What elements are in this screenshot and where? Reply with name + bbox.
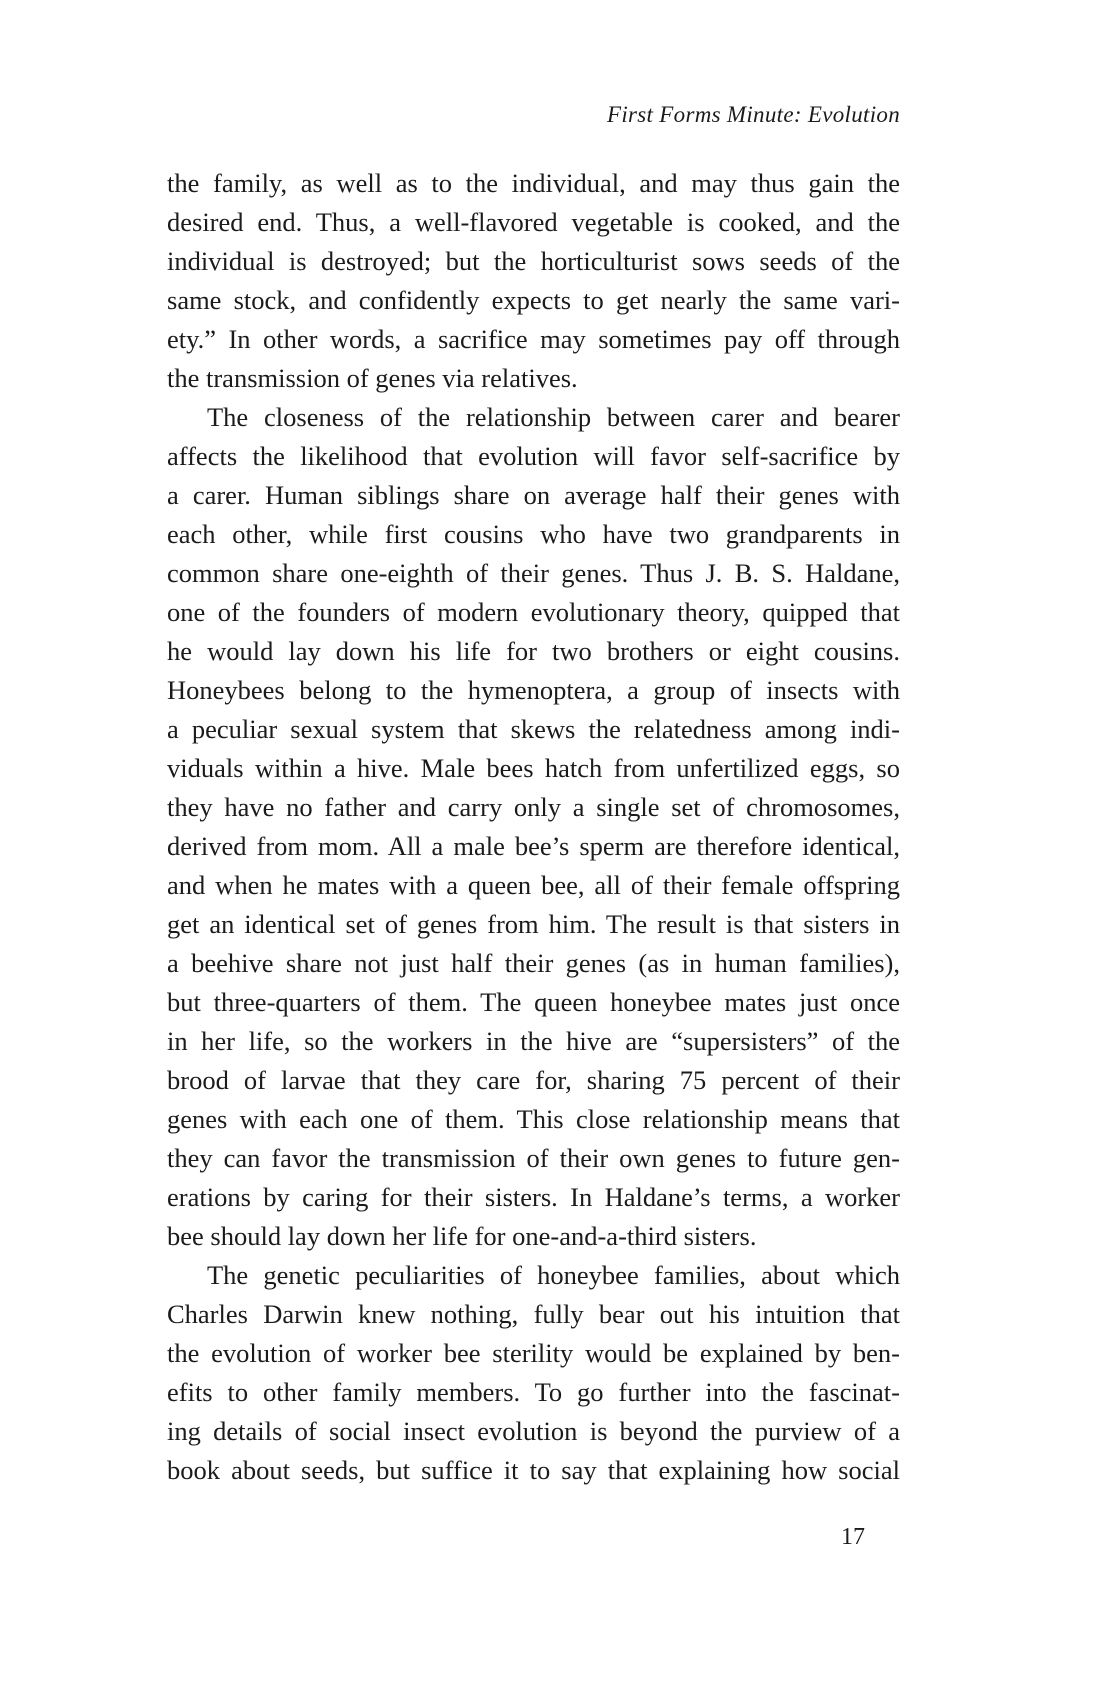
text-line: brood of larvae that they care for, sharing 75 percent of their — [167, 1065, 900, 1095]
text-line: he would lay down his life for two brothers or eight cousins. — [167, 636, 900, 666]
text-line: affects the likelihood that evolution will favor self-sacrifice by — [167, 441, 900, 471]
text-line: they can favor the transmission of their own genes to future gen- — [167, 1143, 900, 1173]
text-line: The genetic peculiarities of honeybee families, about which — [207, 1260, 900, 1290]
paragraph-2 — [167, 398, 900, 1256]
text-line: derived from mom. All a male bee’s sperm are therefore identical, — [167, 831, 900, 861]
text-line: and when he mates with a queen bee, all of their female offspring — [167, 870, 900, 900]
page-number: 17 — [841, 1524, 865, 1550]
text-line: ety.” In other words, a sacrifice may sometimes pay off through — [167, 324, 900, 354]
paragraph-1 — [167, 164, 900, 398]
text-line: a carer. Human siblings share on average half their genes with — [167, 480, 900, 510]
text-line: same stock, and confidently expects to get nearly the same vari- — [167, 285, 900, 315]
text-line: bee should lay down her life for one-and-a-third sisters. — [167, 1221, 757, 1251]
text-line: erations by caring for their sisters. In Haldane’s terms, a worker — [167, 1182, 900, 1212]
text-line: one of the founders of modern evolutionary theory, quipped that — [167, 597, 900, 627]
text-line: get an identical set of genes from him. The result is that sisters in — [167, 909, 900, 939]
text-line: a beehive share not just half their genes (as in human families), — [167, 948, 900, 978]
text-line: a peculiar sexual system that skews the relatedness among indi- — [167, 714, 900, 744]
text-line: book about seeds, but suffice it to say that explaining how social — [167, 1455, 900, 1485]
text-line: The closeness of the relationship between carer and bearer — [207, 402, 900, 432]
text-line: they have no father and carry only a single set of chromosomes, — [167, 792, 900, 822]
text-line: common share one-eighth of their genes. Thus J. B. S. Haldane, — [167, 558, 900, 588]
text-line: Charles Darwin knew nothing, fully bear out his intuition that — [167, 1299, 900, 1329]
text-line: each other, while first cousins who have two grandparents in — [167, 519, 900, 549]
text-line: efits to other family members. To go further into the fascinat- — [167, 1377, 900, 1407]
text-line: ing details of social insect evolution is beyond the purview of a — [167, 1416, 900, 1446]
text-line: viduals within a hive. Male bees hatch from unfertilized eggs, so — [167, 753, 900, 783]
text-line: desired end. Thus, a well-flavored vegetable is cooked, and the — [167, 207, 900, 237]
paragraph-3 — [167, 1256, 900, 1490]
text-line: genes with each one of them. This close relationship means that — [167, 1104, 900, 1134]
text-line: Honeybees belong to the hymenoptera, a group of insects with — [167, 675, 900, 705]
text-line: in her life, so the workers in the hive are “supersisters” of the — [167, 1026, 900, 1056]
text-line: but three-quarters of them. The queen honeybee mates just once — [167, 987, 900, 1017]
body-text — [167, 164, 900, 1490]
text-line: the evolution of worker bee sterility would be explained by ben- — [167, 1338, 900, 1368]
running-head: First Forms Minute: Evolution — [607, 102, 900, 127]
text-line: the family, as well as to the individual, and may thus gain the — [167, 168, 900, 198]
text-line: the transmission of genes via relatives. — [167, 363, 578, 393]
text-line: individual is destroyed; but the horticulturist sows seeds of the — [167, 246, 900, 276]
